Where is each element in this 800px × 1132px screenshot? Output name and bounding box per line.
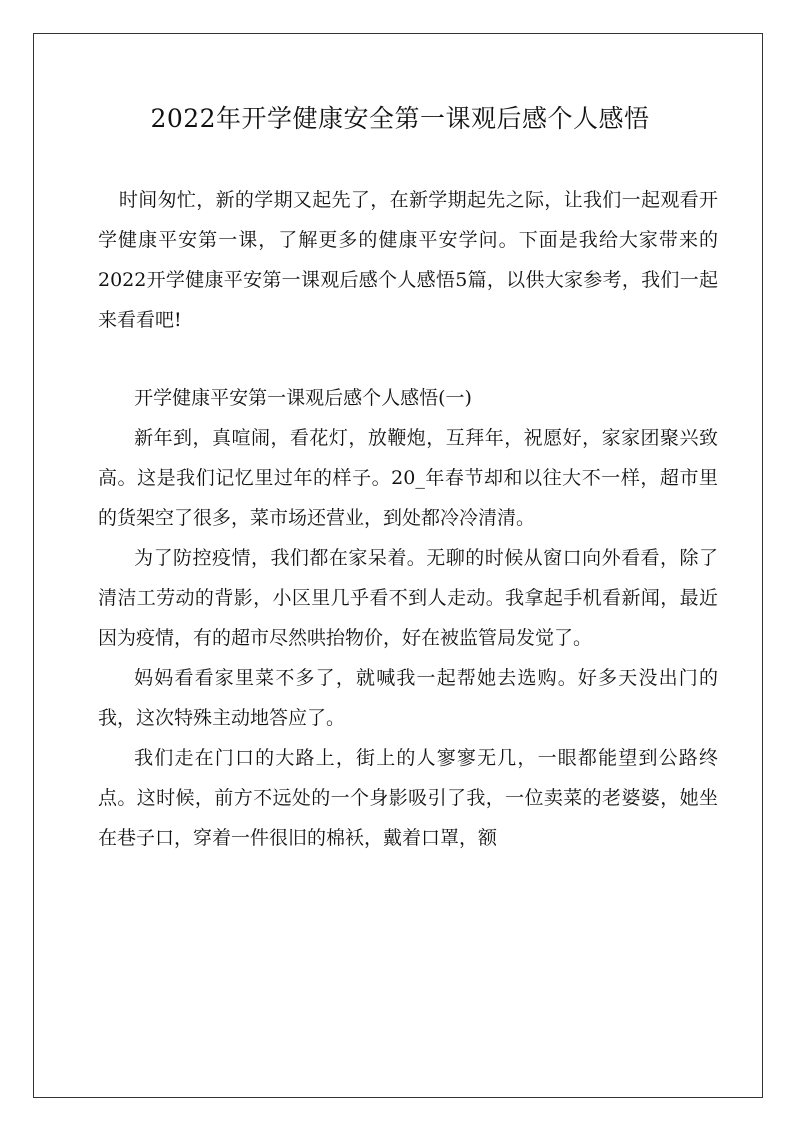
body-paragraph: 我们走在门口的大路上，街上的人寥寥无几，一眼都能望到公路终点。这时候，前方不远处的一个身影吸引了我，一位卖菜的老婆婆，她坐在巷子口，穿着一件很旧的棉袄，戴着口罩，额	[98, 747, 718, 849]
document-title: 2022年开学健康安全第一课观后感个人感悟	[150, 104, 650, 133]
body-paragraph: 妈妈看看家里菜不多了，就喊我一起帮她去选购。好多天没出门的我，这次特殊主动地答应了。	[98, 667, 718, 729]
intro-paragraph: 时间匆忙，新的学期又起先了，在新学期起先之际，让我们一起观看开学健康平安第一课，了解更多的健康平安学问。下面是我给大家带来的2022开学健康平安第一课观后感个人感悟5篇，以供大家参考，我们一起来看看吧!	[98, 189, 718, 331]
body-paragraph: 新年到，真喧闹，看花灯，放鞭炮，互拜年，祝愿好，家家团聚兴致高。这是我们记忆里过年的样子。20_年春节却和以往大不一样，超市里的货架空了很多，菜市场还营业，到处都冷冷清清。	[98, 427, 718, 529]
section-heading: 开学健康平安第一课观后感个人感悟(一)	[134, 387, 472, 409]
document-body	[98, 180, 718, 858]
body-paragraph: 为了防控疫情，我们都在家呆着。无聊的时候从窗口向外看看，除了清洁工劳动的背影，小区里几乎看不到人走动。我拿起手机看新闻，最近因为疫情，有的超市尽然哄抬物价，好在被监管局发觉了。	[98, 547, 718, 649]
